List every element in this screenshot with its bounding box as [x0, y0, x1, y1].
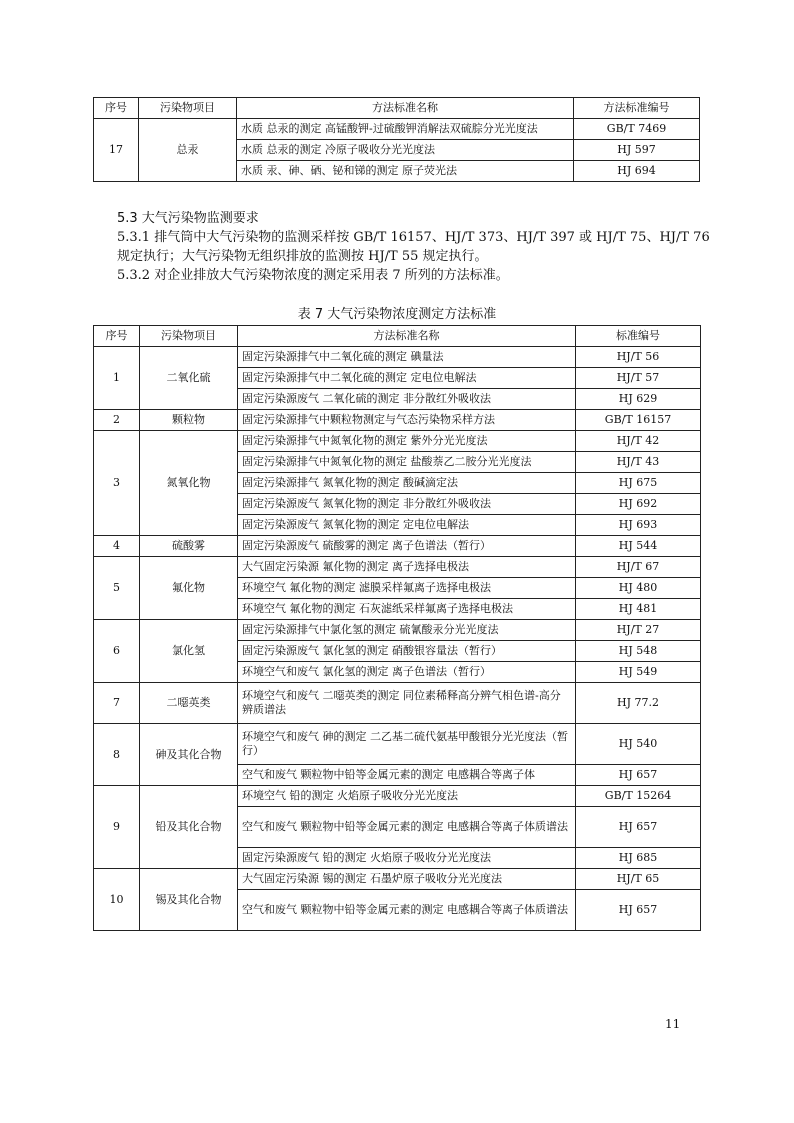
pollutant-name: 硫酸雾 — [140, 536, 238, 557]
method-name: 固定污染源废气 二氧化硫的测定 非分散红外吸收法 — [238, 389, 576, 410]
method-code: HJ 540 — [576, 724, 701, 765]
pollutant-name: 二噁英类 — [140, 683, 238, 724]
row-number: 8 — [94, 724, 140, 786]
header-no: 序号 — [94, 98, 139, 119]
table-row — [94, 724, 701, 765]
table-row — [94, 869, 701, 890]
method-name: 空气和废气 颗粒物中铅等金属元素的测定 电感耦合等离子体质谱法 — [238, 807, 576, 848]
table-row — [94, 431, 701, 452]
table-row — [94, 119, 700, 140]
header-item: 污染物项目 — [140, 326, 238, 347]
method-code: HJ 480 — [576, 578, 701, 599]
header-code: 方法标准编号 — [574, 98, 700, 119]
table-row — [94, 620, 701, 641]
method-code: GB/T 7469 — [574, 119, 700, 140]
row-number: 17 — [94, 119, 139, 182]
row-number: 1 — [94, 347, 140, 410]
method-code: HJ 597 — [574, 140, 700, 161]
method-name: 固定污染源废气 氮氧化物的测定 定电位电解法 — [238, 515, 576, 536]
table-row — [94, 786, 701, 807]
table-row — [94, 347, 701, 368]
pollutant-name: 砷及其化合物 — [140, 724, 238, 786]
row-number: 3 — [94, 431, 140, 536]
pollutant-name: 氟化物 — [140, 557, 238, 620]
method-name: 水质 汞、砷、硒、铋和锑的测定 原子荧光法 — [237, 161, 574, 182]
table-row — [94, 410, 701, 431]
pollutant-name: 颗粒物 — [140, 410, 238, 431]
table-7-caption: 表 7 大气污染物浓度测定方法标准 — [297, 307, 497, 322]
method-name: 固定污染源排气中二氧化硫的测定 定电位电解法 — [238, 368, 576, 389]
method-code: HJ 549 — [576, 662, 701, 683]
method-code: HJ 544 — [576, 536, 701, 557]
method-name: 空气和废气 颗粒物中铅等金属元素的测定 电感耦合等离子体 — [238, 765, 576, 786]
method-name: 环境空气 氟化物的测定 滤膜采样氟离子选择电极法 — [238, 578, 576, 599]
row-number: 6 — [94, 620, 140, 683]
method-name: 环境空气 铅的测定 火焰原子吸收分光光度法 — [238, 786, 576, 807]
method-code: HJ/T 42 — [576, 431, 701, 452]
table-row — [94, 683, 701, 724]
row-number: 4 — [94, 536, 140, 557]
method-name: 固定污染源排气 氮氧化物的测定 酸碱滴定法 — [238, 473, 576, 494]
method-code: HJ 657 — [576, 890, 701, 931]
pollutant-method-table-continued — [93, 97, 700, 182]
pollutant-name: 二氧化硫 — [140, 347, 238, 410]
method-code: GB/T 15264 — [576, 786, 701, 807]
method-name: 水质 总汞的测定 冷原子吸收分光光度法 — [237, 140, 574, 161]
header-item: 污染物项目 — [139, 98, 237, 119]
header-code: 标准编号 — [576, 326, 701, 347]
table-header-row — [94, 98, 700, 119]
method-code: HJ 694 — [574, 161, 700, 182]
paragraph-5-3-1: 5.3.1 排气筒中大气污染物的监测采样按 GB/T 16157、HJ/T 373、HJ/T 397 或 HJ/T 75、HJ/T 76 — [117, 230, 710, 245]
method-name: 固定污染源排气中氮氧化物的测定 紫外分光光度法 — [238, 431, 576, 452]
method-name: 固定污染源排气中氮氧化物的测定 盐酸萘乙二胺分光光度法 — [238, 452, 576, 473]
method-code: HJ/T 65 — [576, 869, 701, 890]
method-code: HJ 692 — [576, 494, 701, 515]
method-name: 固定污染源排气中颗粒物测定与气态污染物采样方法 — [238, 410, 576, 431]
method-name: 固定污染源排气中二氧化硫的测定 碘量法 — [238, 347, 576, 368]
method-name: 环境空气和废气 砷的测定 二乙基二硫代氨基甲酸银分光光度法（暂行） — [238, 724, 576, 765]
row-number: 9 — [94, 786, 140, 869]
method-code: HJ 77.2 — [576, 683, 701, 724]
method-code: HJ 481 — [576, 599, 701, 620]
method-code: HJ/T 27 — [576, 620, 701, 641]
method-code: HJ 693 — [576, 515, 701, 536]
paragraph-5-3-2: 5.3.2 对企业排放大气污染物浓度的测定采用表 7 所列的方法标准。 — [117, 268, 509, 283]
pollutant-name: 总汞 — [139, 119, 237, 182]
method-code: HJ 657 — [576, 765, 701, 786]
method-code: HJ 675 — [576, 473, 701, 494]
page-number: 11 — [665, 1017, 681, 1031]
section-air-monitoring — [117, 209, 717, 285]
header-no: 序号 — [94, 326, 140, 347]
method-code: HJ/T 67 — [576, 557, 701, 578]
pollutant-name: 铅及其化合物 — [140, 786, 238, 869]
row-number: 5 — [94, 557, 140, 620]
table-7 — [93, 325, 701, 931]
row-number: 7 — [94, 683, 140, 724]
method-code: HJ 629 — [576, 389, 701, 410]
method-code: HJ 685 — [576, 848, 701, 869]
header-method: 方法标准名称 — [237, 98, 574, 119]
method-name: 环境空气和废气 氯化氢的测定 离子色谱法（暂行） — [238, 662, 576, 683]
method-name: 水质 总汞的测定 高锰酸钾-过硫酸钾消解法双硫腙分光光度法 — [237, 119, 574, 140]
method-name: 固定污染源废气 铅的测定 火焰原子吸收分光光度法 — [238, 848, 576, 869]
method-name: 空气和废气 颗粒物中铅等金属元素的测定 电感耦合等离子体质谱法 — [238, 890, 576, 931]
pollutant-name: 锡及其化合物 — [140, 869, 238, 931]
method-code: HJ/T 56 — [576, 347, 701, 368]
method-code: HJ 548 — [576, 641, 701, 662]
method-name: 固定污染源排气中氯化氢的测定 硫氰酸汞分光光度法 — [238, 620, 576, 641]
header-method: 方法标准名称 — [238, 326, 576, 347]
method-name: 大气固定污染源 锡的测定 石墨炉原子吸收分光光度法 — [238, 869, 576, 890]
method-code: HJ/T 43 — [576, 452, 701, 473]
section-heading: 5.3 大气污染物监测要求 — [117, 211, 259, 226]
table-header-row — [94, 326, 701, 347]
pollutant-name: 氮氧化物 — [140, 431, 238, 536]
method-name: 固定污染源废气 氯化氢的测定 硝酸银容量法（暂行） — [238, 641, 576, 662]
method-name: 固定污染源废气 硫酸雾的测定 离子色谱法（暂行） — [238, 536, 576, 557]
table-row — [94, 536, 701, 557]
row-number: 10 — [94, 869, 140, 931]
method-code: GB/T 16157 — [576, 410, 701, 431]
table-row — [94, 557, 701, 578]
method-name: 环境空气 氟化物的测定 石灰滤纸采样氟离子选择电极法 — [238, 599, 576, 620]
method-name: 固定污染源废气 氮氧化物的测定 非分散红外吸收法 — [238, 494, 576, 515]
method-code: HJ/T 57 — [576, 368, 701, 389]
pollutant-name: 氯化氢 — [140, 620, 238, 683]
method-code: HJ 657 — [576, 807, 701, 848]
row-number: 2 — [94, 410, 140, 431]
method-name: 环境空气和废气 二噁英类的测定 同位素稀释高分辨气相色谱-高分辨质谱法 — [238, 683, 576, 724]
paragraph-5-3-1-cont: 规定执行；大气污染物无组织排放的监测按 HJ/T 55 规定执行。 — [117, 249, 488, 264]
method-name: 大气固定污染源 氟化物的测定 离子选择电极法 — [238, 557, 576, 578]
